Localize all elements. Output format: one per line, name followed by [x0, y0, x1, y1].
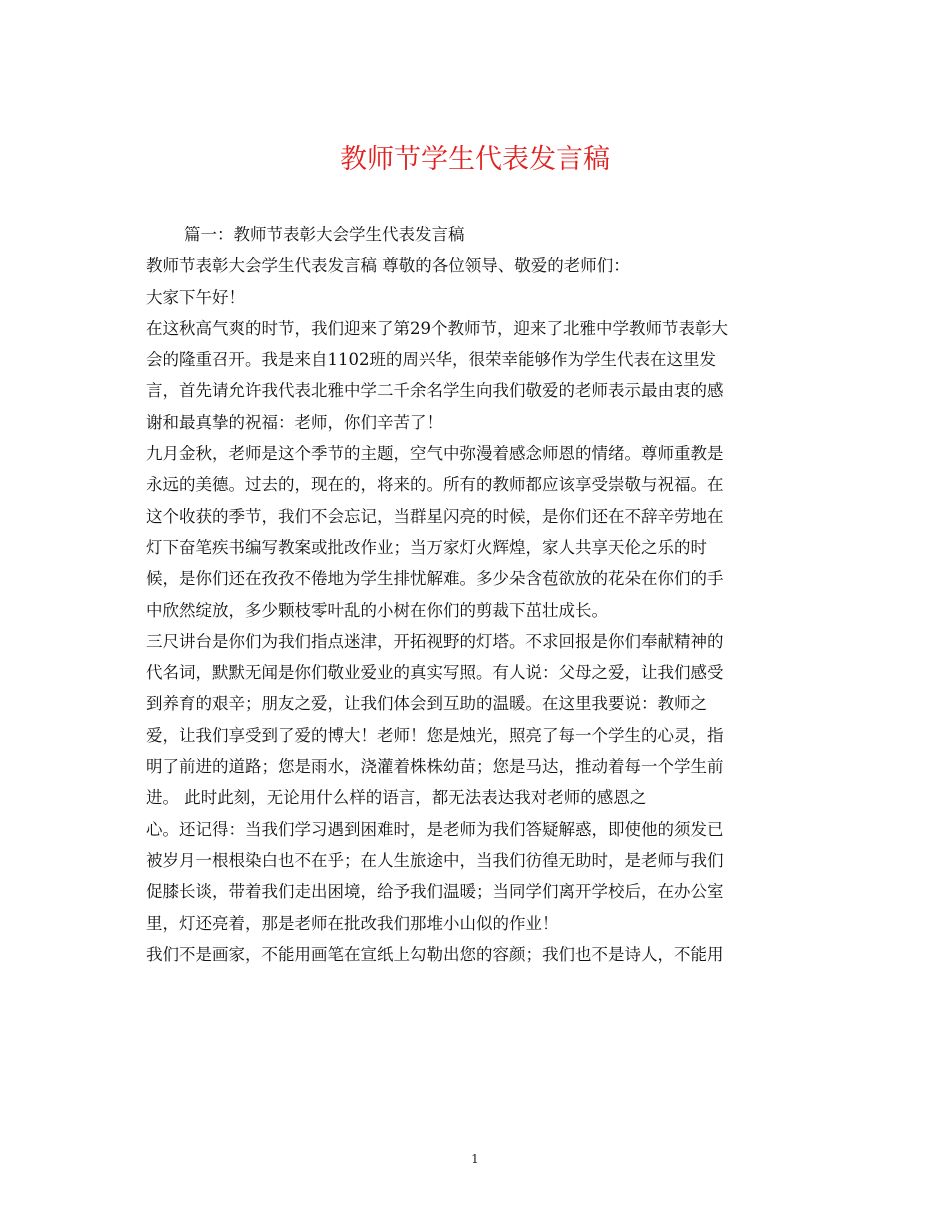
- text-line: 言，首先请允许我代表北雅中学二千余名学生向我们敬爱的老师表示最由衷的感: [146, 381, 724, 401]
- text-line: 中欣然绽放，多少颗枝零叶乱的小树在你们的剪裁下茁壮成长。: [146, 600, 608, 620]
- text-line: 心。还记得：当我们学习遇到困难时，是老师为我们答疑解惑，即使他的须发已: [146, 819, 724, 839]
- text-line: 谢和最真挚的祝福：老师，你们辛苦了！: [146, 412, 443, 432]
- document-title: 教师节学生代表发言稿: [340, 144, 610, 175]
- page-number: 1: [471, 1152, 479, 1166]
- document-body: [146, 219, 816, 970]
- text-line: 到养育的艰辛；朋友之爱，让我们体会到互助的温暖。在这里我要说：教师之: [146, 694, 707, 714]
- text-line: 大家下午好！: [146, 287, 245, 307]
- text-line: 会的隆重召开。我是来自1102班的周兴华，很荣幸能够作为学生代表在这里发: [146, 350, 716, 370]
- text-line: 九月金秋，老师是这个季节的主题，空气中弥漫着感念师恩的情绪。尊师重教是: [146, 444, 724, 464]
- text-line: 教师节表彰大会学生代表发言稿 尊敬的各位领导、敬爱的老师们：: [146, 256, 630, 276]
- text-line: 促膝长谈，带着我们走出困境，给予我们温暖；当同学们离开学校后，在办公室: [146, 882, 724, 902]
- text-line: 在这秋高气爽的时节，我们迎来了第29个教师节，迎来了北雅中学教师节表彰大: [146, 318, 728, 338]
- text-line: 进。 此时此刻，无论用什么样的语言，都无法表达我对老师的感恩之: [146, 788, 647, 808]
- text-line: 被岁月一根根染白也不在乎；在人生旅途中，当我们彷徨无助时，是老师与我们: [146, 850, 724, 870]
- text-line: 里，灯还亮着，那是老师在批改我们那堆小山似的作业！: [146, 913, 559, 933]
- text-line: 代名词，默默无闻是你们敬业爱业的真实写照。有人说：父母之爱，让我们感受: [146, 663, 724, 683]
- text-line: 灯下奋笔疾书编写教案或批改作业；当万家灯火辉煌，家人共享天伦之乐的时: [146, 537, 707, 557]
- text-line: 三尺讲台是你们为我们指点迷津，开拓视野的灯塔。不求回报是你们奉献精神的: [146, 631, 724, 651]
- section-heading: 篇一：教师节表彰大会学生代表发言稿: [184, 225, 465, 244]
- text-line: 候，是你们还在孜孜不倦地为学生排忧解难。多少朵含苞欲放的花朵在你们的手: [146, 569, 724, 589]
- text-line: 我们不是画家，不能用画笔在宣纸上勾勒出您的容颜；我们也不是诗人，不能用: [146, 944, 724, 964]
- text-line: 明了前进的道路；您是雨水，浇灌着株株幼苗；您是马达，推动着每一个学生前: [146, 757, 724, 777]
- text-line: 永远的美德。过去的，现在的，将来的。所有的教师都应该享受崇敬与祝福。在: [146, 475, 724, 495]
- text-line: 这个收获的季节，我们不会忘记，当群星闪亮的时候，是你们还在不辞辛劳地在: [146, 506, 724, 526]
- text-line: 爱，让我们享受到了爱的博大！老师！您是烛光，照亮了每一个学生的心灵，指: [146, 725, 724, 745]
